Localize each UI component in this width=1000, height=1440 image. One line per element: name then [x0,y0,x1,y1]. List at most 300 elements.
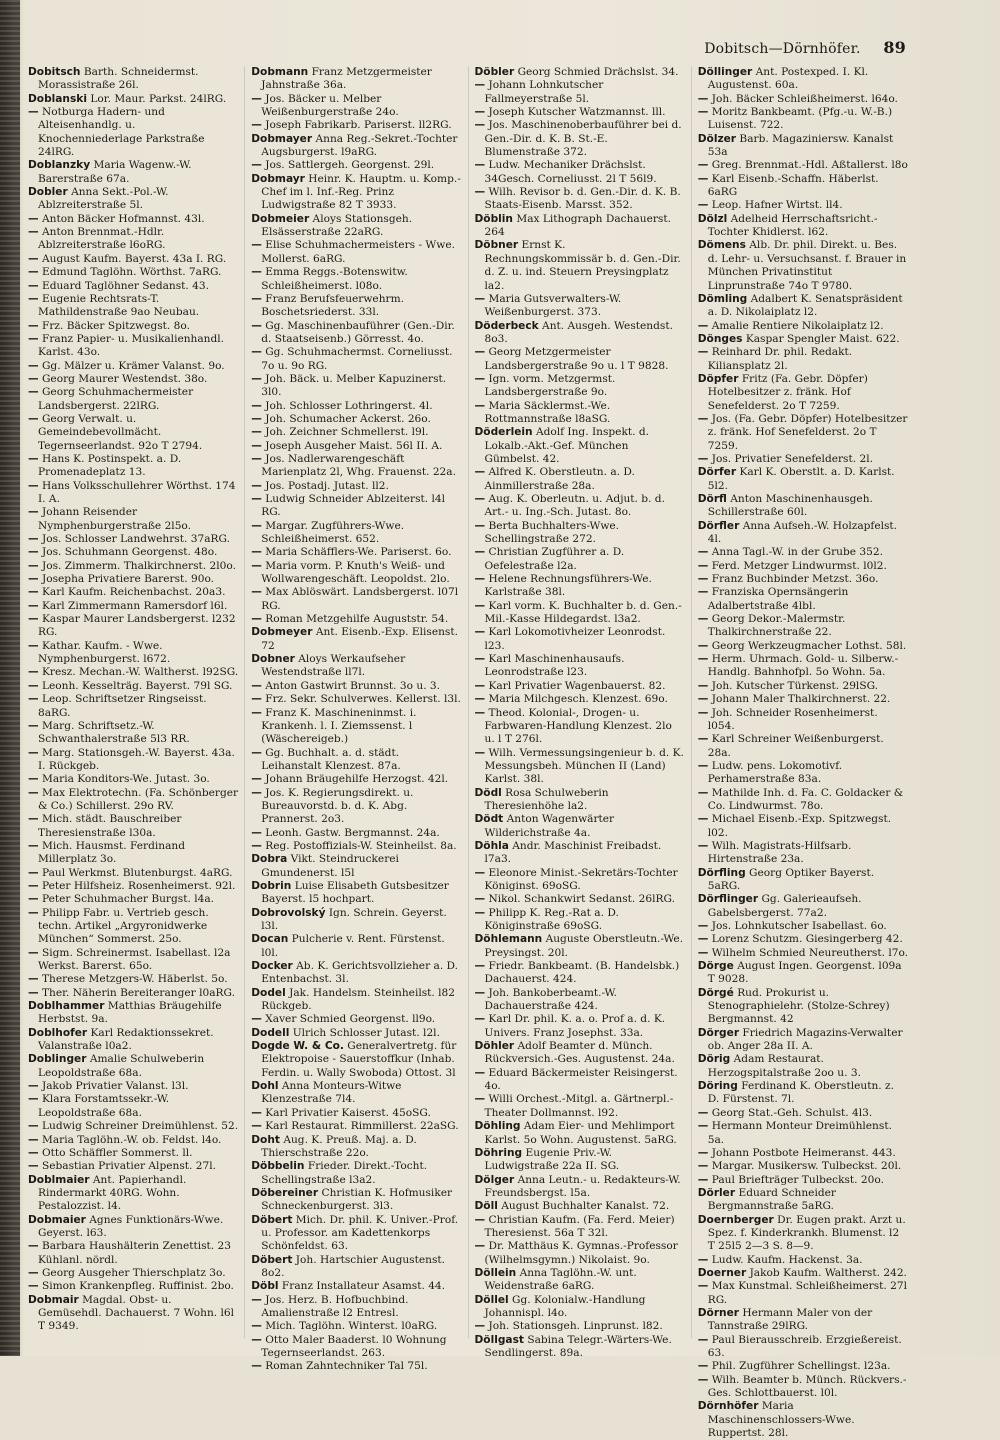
entry-surname: — [697,412,709,425]
directory-entry [251,586,461,613]
directory-entry [698,707,908,734]
entry-details: Eduard Bäckermeister Reisingerst. 4o. [484,1066,678,1093]
entry-surname: — [474,866,486,879]
entry-surname: Döblin [474,212,513,225]
directory-entry [28,506,238,533]
entry-surname: — [28,359,39,372]
entry-surname: — [474,960,486,973]
entry-details: Barb. Magaziniersw. Kanalst 53a [707,132,894,159]
entry-surname: — [28,506,39,519]
entry-details: Roman Zahntechniker Tal 75l. [265,1360,428,1373]
entry-surname: — [28,1080,39,1093]
entry-details: Anton Wagenwärter Wilderichstraße 4a. [484,813,615,839]
entry-surname: — [251,786,262,799]
entry-surname: — [28,559,39,572]
directory-entry [251,440,461,453]
directory-entry [698,933,908,946]
entry-surname: Dölzer [697,132,737,145]
entry-details: Greg. Brennmat.-Hdl. Aßtallerst. l8o [711,159,908,172]
directory-entry [251,1280,461,1293]
entry-details: Anna Taglöhn.-W. unt. Weidenstraße 6aRG. [484,1266,637,1293]
entry-details: Franz K. Maschineninmst. i. Krankenh. l. I. Ziemssenst. l (Wäschereigeb.) [261,706,417,746]
directory-entry [28,560,238,573]
entry-details: Franz Metzgermeister Jahnstraße 36a. [261,66,432,92]
entry-surname: Dörfler [697,519,740,532]
entry-surname: — [28,973,39,986]
entry-details: Karl Zimmermann Ramersdorf l6l. [41,599,228,612]
entry-details: Christian Zugführer a. D. Oefelestraße l2a. [484,546,625,572]
entry-details: Jos. Zimmerm. Thalkirchnerst. 2l0o. [41,559,236,572]
directory-entry [251,707,461,747]
entry-details: Amalie Schulweberin Leopoldstraße 68a. [38,1053,205,1079]
directory-entry [28,66,238,93]
directory-entry [698,613,908,640]
entry-details: Reg. Postoffizials-W. Steinheilst. 8a. [265,839,457,852]
directory-entry [28,1080,238,1093]
directory-entry [251,1040,461,1080]
directory-entry [28,867,238,880]
entry-surname: Dodel [251,986,286,999]
directory-entry [28,973,238,986]
directory-entry [698,693,908,706]
directory-entry [475,1334,685,1361]
directory-entry [475,213,685,240]
entry-surname: Dörger [697,1026,740,1039]
entry-details: Franz Buchbinder Metzst. 36o. [711,573,879,586]
entry-details: Wilh. Revisor b. d. Gen.-Dir. d. K. B. Staats-Eisenb. Marsst. 352. [484,186,681,212]
entry-surname: — [697,546,709,559]
entry-surname: — [251,493,262,505]
entry-surname: Dobitsch [28,66,81,78]
entry-details: Theod. Kolonial-, Drogen- u. Farbwaren-Handlung Klenzest. 2lo u. l T 276l. [484,706,672,746]
entry-surname: — [28,946,39,959]
entry-surname: — [28,252,39,265]
entry-details: Anna Aufseh.-W. Holzapfelst. 4l. [707,519,898,546]
directory-entry [251,346,461,373]
entry-details: Dr. Matthäus K. Gymnas.-Professor (Wilhelmsgymn.) Nikolaist. 9o. [484,1240,678,1266]
entry-surname: — [251,746,262,759]
directory-entry [698,1400,908,1440]
entry-surname: Döderbeck [474,319,539,332]
directory-entry [28,1120,238,1133]
entry-details: Georg Schuhmachermeister Landsbergerst. 22lRG. [38,386,194,412]
entry-details: Gg. Mälzer u. Krämer Valanst. 9o. [41,359,225,372]
entry-surname: — [697,1146,709,1159]
entry-details: Karl Eisenb.-Schaffn. Häberlst. 6aRG [707,172,879,199]
entry-details: Georg Metzgermeister Landsbergerstraße 9o u. l T 9828. [484,346,669,372]
directory-entry [28,1267,238,1280]
entry-surname: Dobrin [251,879,292,892]
directory-entry [475,546,685,573]
entry-details: Eugenie Rechtsrats-T. Mathildenstraße 9ao Neubau. [38,292,200,319]
entry-details: Anton Gastwirt Brunnst. 3o u. 3. [265,679,441,692]
entry-surname: — [697,613,709,626]
directory-entry [28,1280,238,1293]
entry-details: Simon Krankenpfleg. Ruffinist. 2bo. [41,1280,234,1293]
entry-surname: — [251,693,262,706]
entry-surname: — [474,292,486,305]
entry-surname: — [697,759,709,772]
directory-entry [475,119,685,159]
directory-entry [28,1000,238,1027]
entry-surname: — [28,693,39,706]
entry-details: Frz. Sekr. Schulverwes. Kellerst. l3l. [265,693,461,706]
directory-entry [28,613,238,640]
entry-details: Joseph Ausgeher Maist. 56l II. A. [265,439,443,452]
entry-surname: Dölger [474,1173,515,1186]
entry-details: Auguste Oberstleutn.-We. Preysingst. 20l. [484,933,684,959]
entry-surname: — [28,106,39,119]
entry-details: Eduard Schneider Bergmannstraße 5aRG. [707,1186,836,1213]
entry-details: Amalie Rentiere Nikolaiplatz l2. [711,319,884,332]
directory-entry [698,640,908,653]
entry-surname: — [474,1066,486,1079]
entry-details: Sebastian Privatier Alpenst. 27l. [41,1160,216,1173]
entry-details: Adolf Beamter d. Münch. Rückversich.-Ges. Augustenst. 24a. [484,1040,675,1066]
directory-entry [475,960,685,987]
directory-entry [28,280,238,293]
entry-details: Joh. Schlosser Lothringerst. 4l. [265,399,433,412]
entry-details: Jos. Maschinenoberbauführer bei d. Gen.-Dir. d. K. B. St.-E. Blumenstraße 372. [484,119,682,159]
directory-entry [475,1147,685,1174]
entry-surname: Dobner [251,653,295,666]
entry-details: Georg Werkzeugmacher Lothst. 58l. [711,639,907,652]
entry-surname: Doerner [697,1266,747,1279]
entry-details: Jos. Sattlergeh. Georgenst. 29l. [265,159,435,172]
entry-columns [22,66,914,1440]
directory-entry [251,787,461,827]
directory-entry [698,1080,908,1107]
entry-details: Ant. Eisenb.-Exp. Elisenst. 72 [261,626,458,652]
entry-details: Marg. Schriftsetz.-W. Schwanthalerstraße 5l3 RR. [38,719,190,746]
entry-details: Anna Tagl.-W. in der Grube 352. [711,546,883,559]
directory-entry [475,653,685,680]
entry-surname: — [474,399,486,412]
entry-details: Maria Konditors-We. Jutast. 3o. [41,773,210,786]
column-3 [469,66,692,1359]
entry-details: Maria Schäfflers-We. Pariserst. 6o. [265,546,452,559]
entry-details: Franziska Opernsängerin Adalbertstraße 4lbl. [707,586,849,612]
entry-details: Andr. Maschinist Freibadst. l7a3. [484,839,662,866]
entry-surname: Dobmann [251,66,309,78]
directory-entry [28,213,238,226]
directory-entry [251,960,461,987]
entry-details: Adam Eier- und Mehlimport Karlst. 5o Wohn. Augustenst. 5aRG. [484,1120,677,1146]
entry-details: Paul Bierausschreib. Erzgießereist. 63. [707,1333,902,1359]
entry-details: Jos. Bäcker u. Melber Weißenburgerstraße 24o. [261,92,399,119]
entry-surname: — [697,679,709,692]
entry-surname: — [474,746,486,759]
directory-entry [698,987,908,1027]
entry-surname: Dobler [28,186,68,199]
entry-details: Friedr. Bankbeamt. (B. Handelsbk.) Dachauerst. 424. [484,960,680,986]
entry-details: Gg. Schuhmachermst. Corneliusst. 7o u. 9o RG. [261,346,453,372]
entry-surname: — [251,559,262,572]
directory-entry [251,680,461,693]
entry-surname: — [474,693,486,706]
entry-surname: — [28,266,39,279]
entry-details: Maria Milchgesch. Klenzest. 69o. [488,693,668,706]
directory-entry [251,493,461,520]
entry-details: Wilhelm Schmied Neureutherst. l7o. [711,946,909,959]
entry-details: Adalbert K. Senatspräsident a. D. Nikolaiplatz l2. [707,292,903,319]
directory-entry [251,159,461,172]
entry-surname: — [28,773,39,786]
entry-surname: — [251,1120,262,1133]
directory-entry [28,253,238,266]
entry-details: Jakob Privatier Valanst. l3l. [41,1080,189,1093]
directory-entry [475,1320,685,1333]
entry-details: Christian K. Hofmusiker Schneckenburgerst. 3l3. [261,1186,453,1213]
entry-surname: Dobmair [28,1293,79,1306]
directory-entry [251,1107,461,1120]
entry-surname: Dörfl [697,493,727,505]
entry-surname: — [697,733,709,746]
directory-entry [28,106,238,159]
entry-surname: Doblmaier [28,1173,90,1186]
entry-surname: — [28,412,39,425]
entry-details: Joh. Schneider Rosenheimerst. l054. [707,706,878,732]
entry-surname: — [251,1320,262,1333]
entry-details: Eduard Taglöhner Sedanst. 43. [41,279,210,292]
entry-surname: Dobmeier [251,212,310,225]
directory-entry [698,1360,908,1373]
entry-surname: — [474,372,486,385]
directory-entry [475,66,685,79]
entry-details: Georg Schmied Drächslst. 34. [517,66,679,78]
directory-entry [475,1174,685,1201]
entry-details: Wilh. Magistrats-Hilfsarb. Hirtenstraße 23a. [707,839,852,866]
entry-details: Georg Optiker Bayerst. 5aRG. [707,866,875,892]
directory-entry [251,373,461,400]
entry-details: Anna Monteurs-Witwe Klenzestraße 7l4. [261,1080,402,1106]
directory-entry [28,813,238,840]
entry-details: Maria Maschinenschlossers-Wwe. Ruppertst. 28l. [707,1400,855,1440]
entry-details: Generalvertretg. für Elektropoise - Sauerstoffkur (Inhab. Ferdin. u. Wally Swoboda) Ottost. 3l [261,1040,457,1079]
directory-entry [698,1374,908,1401]
page-number: 89 [883,38,906,57]
directory-entry [475,1267,685,1294]
entry-details: Ludw. Mechaniker Drächslst. 34Gesch. Corneliusst. 2l T 56l9. [484,159,657,185]
directory-entry [251,1160,461,1187]
entry-details: Eleonore Minist.-Sekretärs-Tochter Königinst. 69oSG. [484,866,678,892]
directory-entry [28,360,238,373]
entry-surname: Döbereiner [251,1186,319,1199]
entry-details: Heinr. K. Hauptm. u. Komp.-Chef im l. Inf.-Reg. Prinz Ludwigstraße 82 T 3933. [261,172,461,212]
directory-entry [698,760,908,787]
entry-surname: — [697,1173,709,1186]
entry-surname: Döbler [474,66,515,78]
column-1 [22,66,245,1338]
entry-details: Joh. Zeichner Schmellerst. l9l. [265,426,429,439]
entry-details: Johann Maler Thalkirchnerst. 22. [711,693,891,706]
entry-details: Christian Kaufm. (Fa. Ferd. Meier) Theresienst. 56a T 32l. [484,1213,675,1239]
entry-surname: Docan [251,933,289,946]
entry-surname: — [251,546,262,559]
directory-entry [251,520,461,547]
entry-surname: Döhler [474,1040,515,1053]
entry-surname: Dohl [251,1080,279,1093]
entry-details: Adam Restaurat. Herzogspitalstraße 2oo u. 3. [707,1053,861,1079]
entry-surname: Döhling [474,1120,521,1133]
entry-details: Barth. Schneidermst. Morassistraße 26l. [38,66,199,92]
entry-details: Luise Elisabeth Gutsbesitzer Bayerst. l5 hochpart. [261,879,449,906]
directory-entry [28,1147,238,1160]
entry-surname: — [474,1240,486,1253]
entry-surname: Dörner [697,1306,739,1319]
entry-surname: Dörnhöfer [697,1400,759,1413]
entry-details: Karl Schreiner Weißenburgerst. 28a. [707,733,884,759]
entry-surname: — [697,106,709,119]
directory-entry [251,1120,461,1133]
entry-surname: — [474,119,486,132]
directory-entry [251,853,461,880]
directory-entry [251,413,461,426]
entry-details: Hans Volksschullehrer Wörthst. 174 I. A. [38,479,236,505]
entry-surname: — [251,346,262,359]
entry-details: Roman Metzgehilfe Auguststr. 54. [265,613,449,626]
directory-entry [28,480,238,507]
entry-details: Franz Papier- u. Musikalienhandl. Karlst. 43o. [38,332,225,359]
entry-details: Johann Reisender Nymphenburgerstraße 2l5o. [38,506,191,532]
entry-details: Joh. Hartschier Augustenst. 8o2. [261,1253,446,1279]
directory-entry [28,413,238,453]
entry-surname: — [28,386,39,399]
entry-details: Ant. Ausgeh. Westendst. 8o3. [484,319,673,345]
directory-entry [28,533,238,546]
entry-details: Georg Stat.-Geh. Schulst. 4l3. [711,1106,873,1119]
entry-details: Helene Rechnungsführers-We. Karlstraße 38l. [484,573,652,599]
entry-details: Gg. Maschinenbauführer (Gen.-Dir. d. Staatseisenb.) Görresst. 4o. [261,319,455,345]
entry-surname: — [251,613,262,626]
entry-details: Georg Ausgeher Thierschplatz 3o. [41,1266,226,1279]
directory-entry [698,453,908,466]
directory-entry [475,159,685,186]
entry-surname: — [474,599,486,612]
entry-details: Johann Bräugehilfe Herzogst. 42l. [265,773,449,786]
directory-entry [251,66,461,93]
entry-surname: Dönges [697,332,743,345]
entry-surname: — [474,626,486,639]
entry-surname: — [474,546,486,559]
directory-entry [251,1254,461,1281]
entry-details: Otto Maler Baaderst. l0 Wohnung Tegernseerlandst. 263. [261,1333,447,1359]
directory-entry [28,1174,238,1214]
directory-entry [698,413,908,453]
entry-surname: Doblhofer [28,1026,88,1039]
entry-surname: — [251,372,262,385]
directory-entry [475,693,685,706]
entry-surname: Dömens [697,239,746,252]
directory-entry [475,626,685,653]
directory-entry [475,1120,685,1147]
entry-surname: Dobra [251,853,288,866]
entry-details: Berta Buchhalters-Wwe. Schellingstraße 272. [484,519,620,546]
entry-surname: — [28,1266,39,1279]
entry-surname: — [697,452,709,465]
entry-surname: — [28,319,39,332]
directory-entry [475,426,685,466]
entry-surname: — [697,786,709,799]
directory-entry [475,1240,685,1267]
entry-details: Max Elektrotechn. (Fa. Schönberger & Co.) Schillerst. 29o RV. [38,786,239,812]
entry-surname: — [697,693,709,706]
entry-surname: — [697,706,709,719]
entry-surname: — [474,573,486,586]
entry-details: Ernst K. Rechnungskommissär b. d. Gen.-Dir. d. Z. u. ind. Steuern Preysingplatz la2. [484,239,681,292]
entry-details: Aloys Stationsgeh. Elsässerstraße 22aRG. [261,212,413,239]
entry-surname: Dobmayer [251,132,313,145]
directory-entry [251,426,461,439]
directory-entry [698,560,908,573]
directory-entry [251,626,461,653]
entry-surname: Dobmayr [251,172,305,185]
directory-entry [28,586,238,599]
entry-surname: — [28,866,39,879]
directory-entry [475,840,685,867]
directory-entry [251,773,461,786]
entry-surname: — [28,986,39,999]
directory-entry [28,293,238,320]
entry-details: Georg Verwalt. u. Gemeindebevollmächt. Tegernseerlandst. 92o T 2794. [38,412,203,452]
entry-details: Max Kunstmal. Schleißheimerst. 27l RG. [707,1280,908,1306]
directory-entry [698,960,908,987]
directory-entry [698,813,908,840]
directory-entry [28,159,238,186]
entry-surname: Doernberger [697,1213,774,1226]
entry-surname: — [28,292,39,305]
entry-surname: — [28,226,39,239]
entry-surname: — [697,839,709,852]
directory-entry [28,747,238,774]
directory-entry [698,1307,908,1334]
entry-surname: Doblinger [28,1053,87,1066]
entry-surname: — [28,573,39,586]
entry-details: Karl Privatier Kaiserst. 45oSG. [265,1106,431,1119]
entry-details: Karl Maschinenhausaufs. Leonrodstraße l23. [484,653,625,679]
entry-details: Therese Metzgers-W. Häberlst. 5o. [41,973,228,986]
entry-details: Joh. Bäcker Schleißheimerst. l64o. [711,92,898,105]
entry-details: Edmund Taglöhn. Wörthst. 7aRG. [41,266,222,279]
directory-entry [475,1093,685,1120]
running-title: Dobitsch—Dörnhöfer. [704,41,861,57]
directory-entry [28,787,238,814]
entry-surname: — [28,1240,39,1253]
directory-entry [28,880,238,893]
book-spine-edge [0,0,20,1356]
directory-entry [251,1214,461,1254]
entry-surname: Dodell [251,1026,290,1039]
entry-details: Moritz Bankbeamt. (Pfg.-u. W.-B.) Luisenst. 722. [707,106,893,132]
directory-entry [698,680,908,693]
entry-surname: — [697,653,709,666]
entry-details: Jos. Schlosser Landwehrst. 37aRG. [41,533,230,546]
directory-entry [251,1134,461,1161]
entry-surname: — [474,893,486,906]
directory-entry [28,93,238,106]
directory-entry [251,480,461,493]
entry-details: Paul Briefträger Tulbeckst. 20o. [711,1173,884,1186]
entry-surname: — [28,786,39,799]
entry-details: Peter Schuhmacher Burgst. l4a. [41,893,215,906]
directory-entry [251,693,461,706]
entry-surname: Dödt [474,813,504,826]
entry-surname: Döhring [474,1146,523,1159]
entry-details: Willi Orchest.-Mitgl. a. Gärtnerpl.-Theater Dollmannst. l92. [484,1093,674,1119]
directory-entry [251,320,461,347]
entry-surname: — [28,719,39,732]
entry-surname: Döllel [474,1293,509,1306]
